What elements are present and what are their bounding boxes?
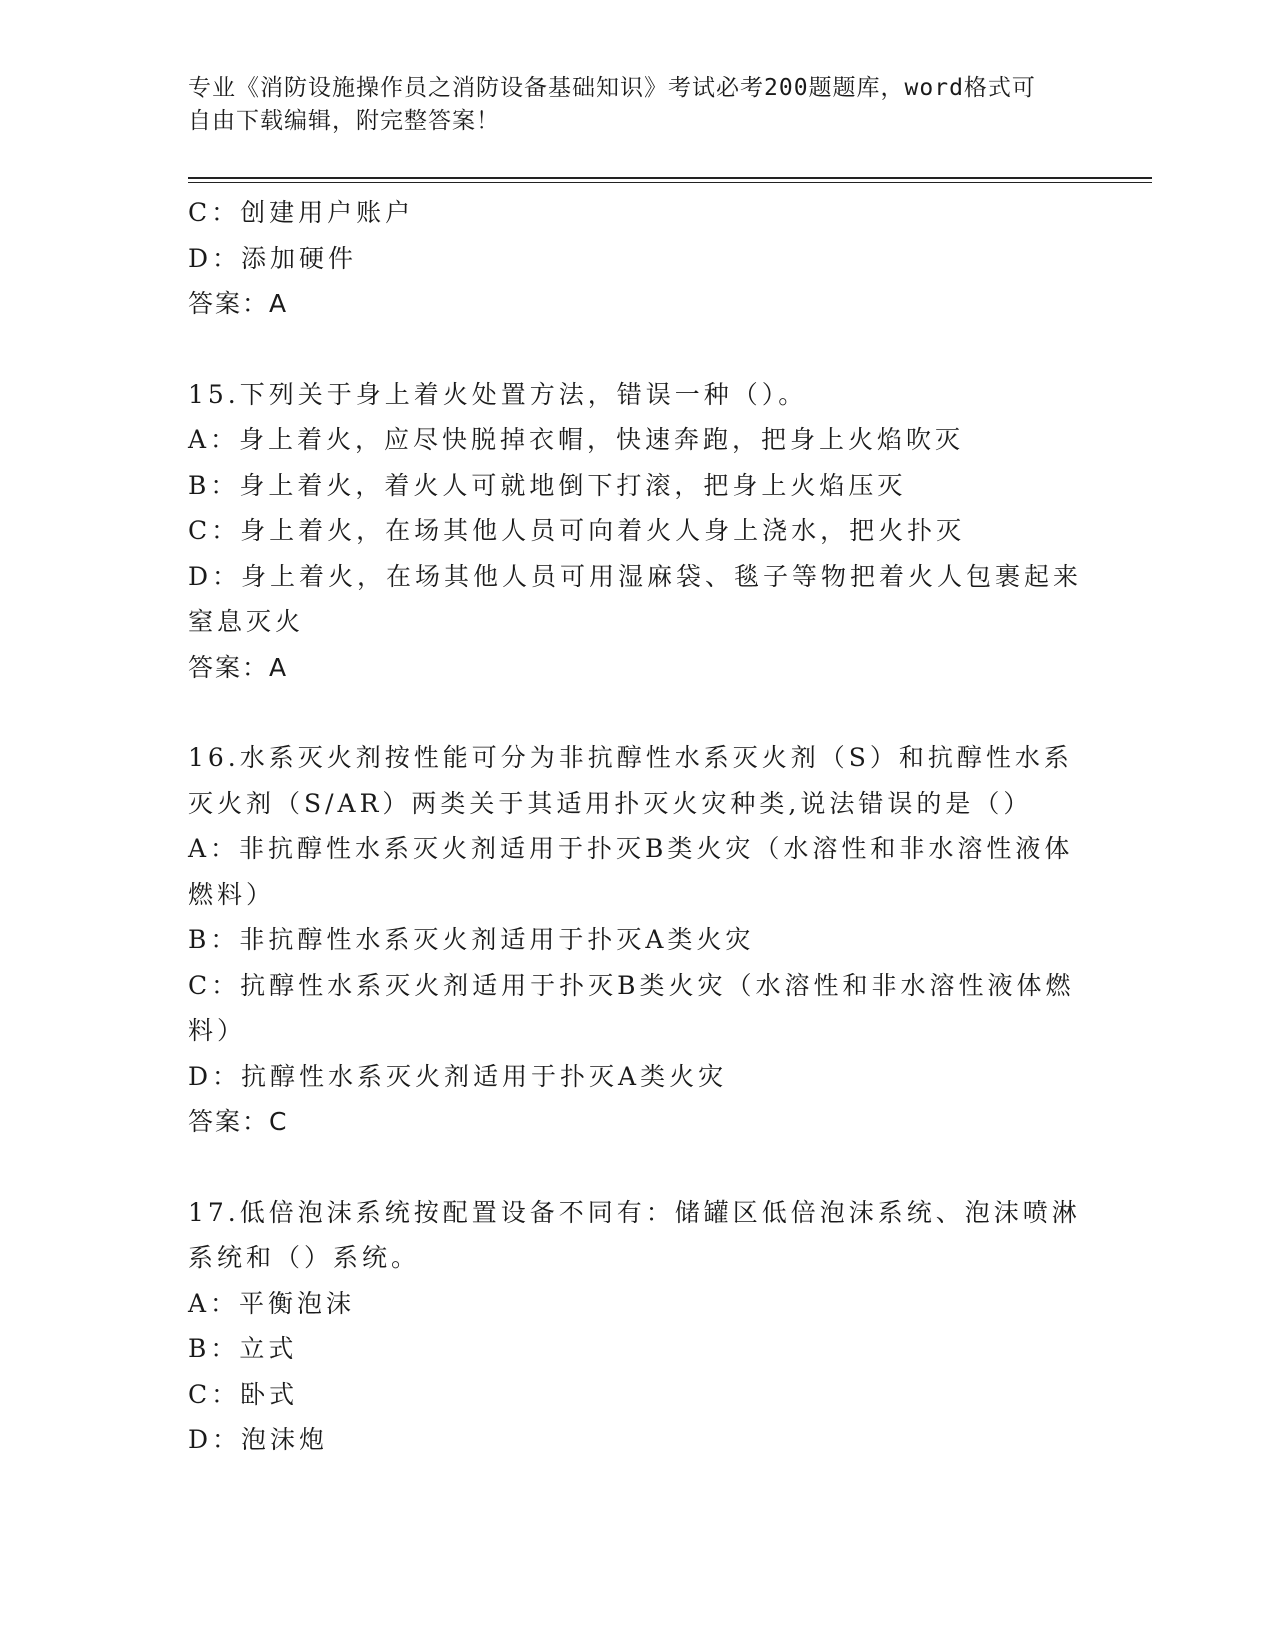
header-divider-thick [188, 177, 1152, 179]
answer-line: 答案：A [188, 289, 289, 318]
option-d-line-2: 窒息灭火 [188, 607, 305, 636]
question-list [188, 190, 1088, 1463]
header-line-2: 自由下载编辑，附完整答案！ [188, 108, 500, 134]
question-stem-line-1: 17.低倍泡沫系统按配置设备不同有：储罐区低倍泡沫系统、泡沫喷淋 [188, 1197, 1081, 1227]
option-d-line-1: D：身上着火，在场其他人员可用湿麻袋、毯子等物把着火人包裹起来 [188, 561, 1083, 591]
option-d: D：添加硬件 [188, 243, 358, 273]
option-c: C：卧式 [188, 1379, 299, 1409]
question-stem: 15.下列关于身上着火处置方法，错误一种（）。 [188, 379, 808, 409]
option-b: B：身上着火，着火人可就地倒下打滚，把身上火焰压灭 [188, 470, 907, 500]
option-b: B：立式 [188, 1334, 298, 1363]
header-divider-thin [188, 182, 1152, 183]
option-a: A：平衡泡沫 [188, 1288, 356, 1318]
option-a-line-2: 燃料） [188, 879, 276, 909]
answer-line: 答案：A [188, 652, 289, 682]
question-spacer [188, 690, 1088, 735]
question-15 [188, 372, 1088, 691]
option-b: B：非抗醇性水系灭火剂适用于扑灭A类火灾 [188, 925, 755, 954]
document-header [188, 72, 1068, 138]
option-a: A：身上着火，应尽快脱掉衣帽，快速奔跑，把身上火焰吹灭 [188, 425, 965, 454]
question-16 [188, 735, 1088, 1145]
header-line-1: 专业《消防设施操作员之消防设备基础知识》考试必考200题题库，word格式可 [188, 75, 1036, 101]
partial-question [188, 190, 1088, 327]
question-stem-line-1: 16.水系灭火剂按性能可分为非抗醇性水系灭火剂（S）和抗醇性水系 [188, 743, 1073, 772]
question-stem-line-2: 系统和（）系统。 [188, 1243, 421, 1272]
option-c: C：创建用户账户 [188, 198, 415, 227]
option-a-line-1: A：非抗醇性水系灭火剂适用于扑灭B类火灾（水溶性和非水溶性液体 [188, 834, 1074, 863]
option-d: D：泡沫炮 [188, 1425, 329, 1454]
option-c-line-1: C：抗醇性水系灭火剂适用于扑灭B类火灾（水溶性和非水溶性液体燃 [188, 970, 1075, 1000]
question-17 [188, 1190, 1088, 1463]
option-c: C：身上着火，在场其他人员可向着火人身上浇水，把火扑灭 [188, 516, 966, 545]
option-d: D：抗醇性水系灭火剂适用于扑灭A类火灾 [188, 1061, 728, 1091]
question-stem-line-2: 灭火剂（S/AR）两类关于其适用扑灭火灾种类,说法错误的是（） [188, 788, 1033, 818]
question-spacer [188, 1145, 1088, 1190]
question-spacer [188, 327, 1088, 372]
answer-line: 答案：C [188, 1107, 289, 1136]
option-c-line-2: 料） [188, 1016, 247, 1045]
